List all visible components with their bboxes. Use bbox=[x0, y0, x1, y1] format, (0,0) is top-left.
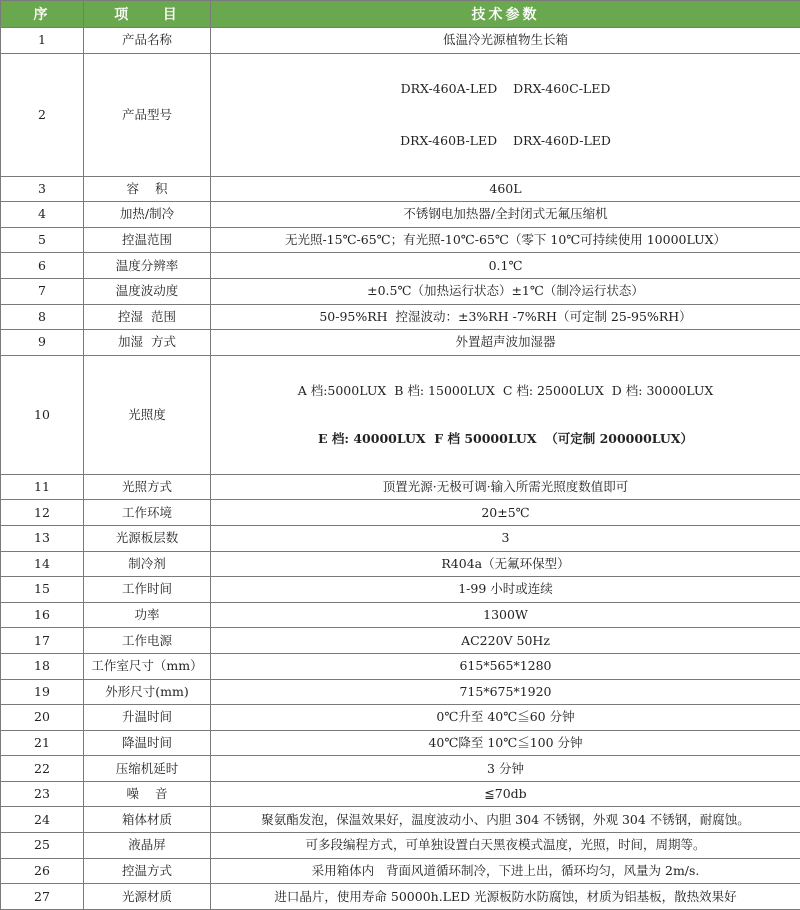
row-no: 17 bbox=[1, 628, 84, 654]
row-no: 26 bbox=[1, 858, 84, 884]
row-item: 功率 bbox=[84, 602, 211, 628]
table-row bbox=[1, 474, 800, 500]
row-item: 工作电源 bbox=[84, 628, 211, 654]
table-row bbox=[1, 253, 800, 279]
row-no: 27 bbox=[1, 884, 84, 910]
row-item: 箱体材质 bbox=[84, 807, 211, 833]
row-no: 11 bbox=[1, 474, 84, 500]
table-row bbox=[1, 227, 800, 253]
row-no: 12 bbox=[1, 500, 84, 526]
row-item: 压缩机延时 bbox=[84, 756, 211, 782]
row-param: 1300W bbox=[211, 602, 800, 628]
row-no: 8 bbox=[1, 304, 84, 330]
row-param: 顶置光源·无极可调·输入所需光照度数值即可 bbox=[211, 474, 800, 500]
row-no: 10 bbox=[1, 355, 84, 474]
table-row bbox=[1, 730, 800, 756]
row-no: 9 bbox=[1, 330, 84, 356]
row-param: 40℃降至 10℃≦100 分钟 bbox=[211, 730, 800, 756]
row-no: 5 bbox=[1, 227, 84, 253]
row-no: 25 bbox=[1, 833, 84, 859]
row-item: 光照方式 bbox=[84, 474, 211, 500]
row-item: 升温时间 bbox=[84, 705, 211, 731]
row-no: 23 bbox=[1, 781, 84, 807]
row-param: 715*675*1920 bbox=[211, 679, 800, 705]
table-row bbox=[1, 858, 800, 884]
table-row bbox=[1, 628, 800, 654]
row-no: 3 bbox=[1, 176, 84, 202]
row-param: 采用箱体内 背面风道循环制冷，下进上出，循环均匀，风量为 2m/s. bbox=[211, 858, 800, 884]
row-param: 0℃升至 40℃≦60 分钟 bbox=[211, 705, 800, 731]
param-line: E 档: 40000LUX F 档 50000LUX （可定制 200000LUX） bbox=[215, 432, 796, 446]
row-item: 工作环境 bbox=[84, 500, 211, 526]
row-param: ±0.5℃（加热运行状态）±1℃（制冷运行状态） bbox=[211, 278, 800, 304]
param-line: DRX-460B-LED DRX-460D-LED bbox=[215, 134, 796, 148]
table-row bbox=[1, 833, 800, 859]
row-item: 工作时间 bbox=[84, 577, 211, 603]
table-row bbox=[1, 653, 800, 679]
row-item: 制冷剂 bbox=[84, 551, 211, 577]
row-param: 进口晶片，使用寿命 50000h.LED 光源板防水防腐蚀，材质为铝基板，散热效果好 bbox=[211, 884, 800, 910]
param-line: A 档:5000LUX B 档: 15000LUX C 档: 25000LUX D 档: 30000LUX bbox=[215, 384, 796, 398]
row-param: 3 bbox=[211, 525, 800, 551]
row-item: 光源材质 bbox=[84, 884, 211, 910]
table-row bbox=[1, 176, 800, 202]
table-row bbox=[1, 551, 800, 577]
table-row bbox=[1, 807, 800, 833]
row-no: 22 bbox=[1, 756, 84, 782]
row-item: 加湿 方式 bbox=[84, 330, 211, 356]
row-no: 13 bbox=[1, 525, 84, 551]
row-no: 19 bbox=[1, 679, 84, 705]
row-item: 噪 音 bbox=[84, 781, 211, 807]
table-row bbox=[1, 202, 800, 228]
row-no: 24 bbox=[1, 807, 84, 833]
row-item: 容 积 bbox=[84, 176, 211, 202]
row-item: 降温时间 bbox=[84, 730, 211, 756]
table-row bbox=[1, 679, 800, 705]
header-row bbox=[1, 1, 800, 28]
table-row bbox=[1, 525, 800, 551]
row-no: 1 bbox=[1, 28, 84, 54]
row-param: 3 分钟 bbox=[211, 756, 800, 782]
table-row bbox=[1, 278, 800, 304]
row-no: 16 bbox=[1, 602, 84, 628]
row-item: 温度波动度 bbox=[84, 278, 211, 304]
header-param: 技术参数 bbox=[211, 1, 800, 28]
table-row bbox=[1, 781, 800, 807]
table-row bbox=[1, 884, 800, 910]
row-param: 聚氨酯发泡，保温效果好，温度波动小、内胆 304 不锈钢，外观 304 不锈钢，耐腐蚀。 bbox=[211, 807, 800, 833]
row-param: 20±5℃ bbox=[211, 500, 800, 526]
row-param bbox=[211, 355, 800, 474]
row-no: 21 bbox=[1, 730, 84, 756]
row-item: 液晶屏 bbox=[84, 833, 211, 859]
row-param: 低温冷光源植物生长箱 bbox=[211, 28, 800, 54]
table-row bbox=[1, 330, 800, 356]
row-param: ≦70db bbox=[211, 781, 800, 807]
table-row bbox=[1, 705, 800, 731]
row-param: 可多段编程方式，可单独设置白天黑夜模式温度，光照，时间，周期等。 bbox=[211, 833, 800, 859]
row-no: 18 bbox=[1, 653, 84, 679]
table-row bbox=[1, 602, 800, 628]
row-item: 外形尺寸(mm) bbox=[84, 679, 211, 705]
table-row bbox=[1, 304, 800, 330]
table-row bbox=[1, 756, 800, 782]
row-param: 外置超声波加湿器 bbox=[211, 330, 800, 356]
row-no: 4 bbox=[1, 202, 84, 228]
row-item: 工作室尺寸（mm） bbox=[84, 653, 211, 679]
table-row bbox=[1, 53, 800, 176]
header-no: 序 bbox=[1, 1, 84, 28]
row-item: 控温范围 bbox=[84, 227, 211, 253]
row-item: 光照度 bbox=[84, 355, 211, 474]
row-no: 7 bbox=[1, 278, 84, 304]
table-row bbox=[1, 355, 800, 474]
row-param: 0.1℃ bbox=[211, 253, 800, 279]
table-row bbox=[1, 28, 800, 54]
row-item: 产品型号 bbox=[84, 53, 211, 176]
row-param: 460L bbox=[211, 176, 800, 202]
row-item: 控温方式 bbox=[84, 858, 211, 884]
row-param bbox=[211, 53, 800, 176]
row-param: R404a（无氟环保型） bbox=[211, 551, 800, 577]
row-no: 15 bbox=[1, 577, 84, 603]
table-row bbox=[1, 577, 800, 603]
row-param: 615*565*1280 bbox=[211, 653, 800, 679]
row-no: 2 bbox=[1, 53, 84, 176]
row-item: 温度分辨率 bbox=[84, 253, 211, 279]
row-param: AC220V 50Hz bbox=[211, 628, 800, 654]
row-item: 控湿 范围 bbox=[84, 304, 211, 330]
row-item: 产品名称 bbox=[84, 28, 211, 54]
row-no: 14 bbox=[1, 551, 84, 577]
param-line: DRX-460A-LED DRX-460C-LED bbox=[215, 82, 796, 96]
row-item: 加热/制冷 bbox=[84, 202, 211, 228]
row-item: 光源板层数 bbox=[84, 525, 211, 551]
row-param: 50-95%RH 控湿波动：±3%RH -7%RH（可定制 25-95%RH） bbox=[211, 304, 800, 330]
row-no: 20 bbox=[1, 705, 84, 731]
row-param: 无光照-15℃-65℃；有光照-10℃-65℃（零下 10℃可持续使用 10000LUX） bbox=[211, 227, 800, 253]
table-row bbox=[1, 500, 800, 526]
row-param: 1-99 小时或连续 bbox=[211, 577, 800, 603]
row-param: 不锈钢电加热器/全封闭式无氟压缩机 bbox=[211, 202, 800, 228]
header-item: 项 目 bbox=[84, 1, 211, 28]
row-no: 6 bbox=[1, 253, 84, 279]
